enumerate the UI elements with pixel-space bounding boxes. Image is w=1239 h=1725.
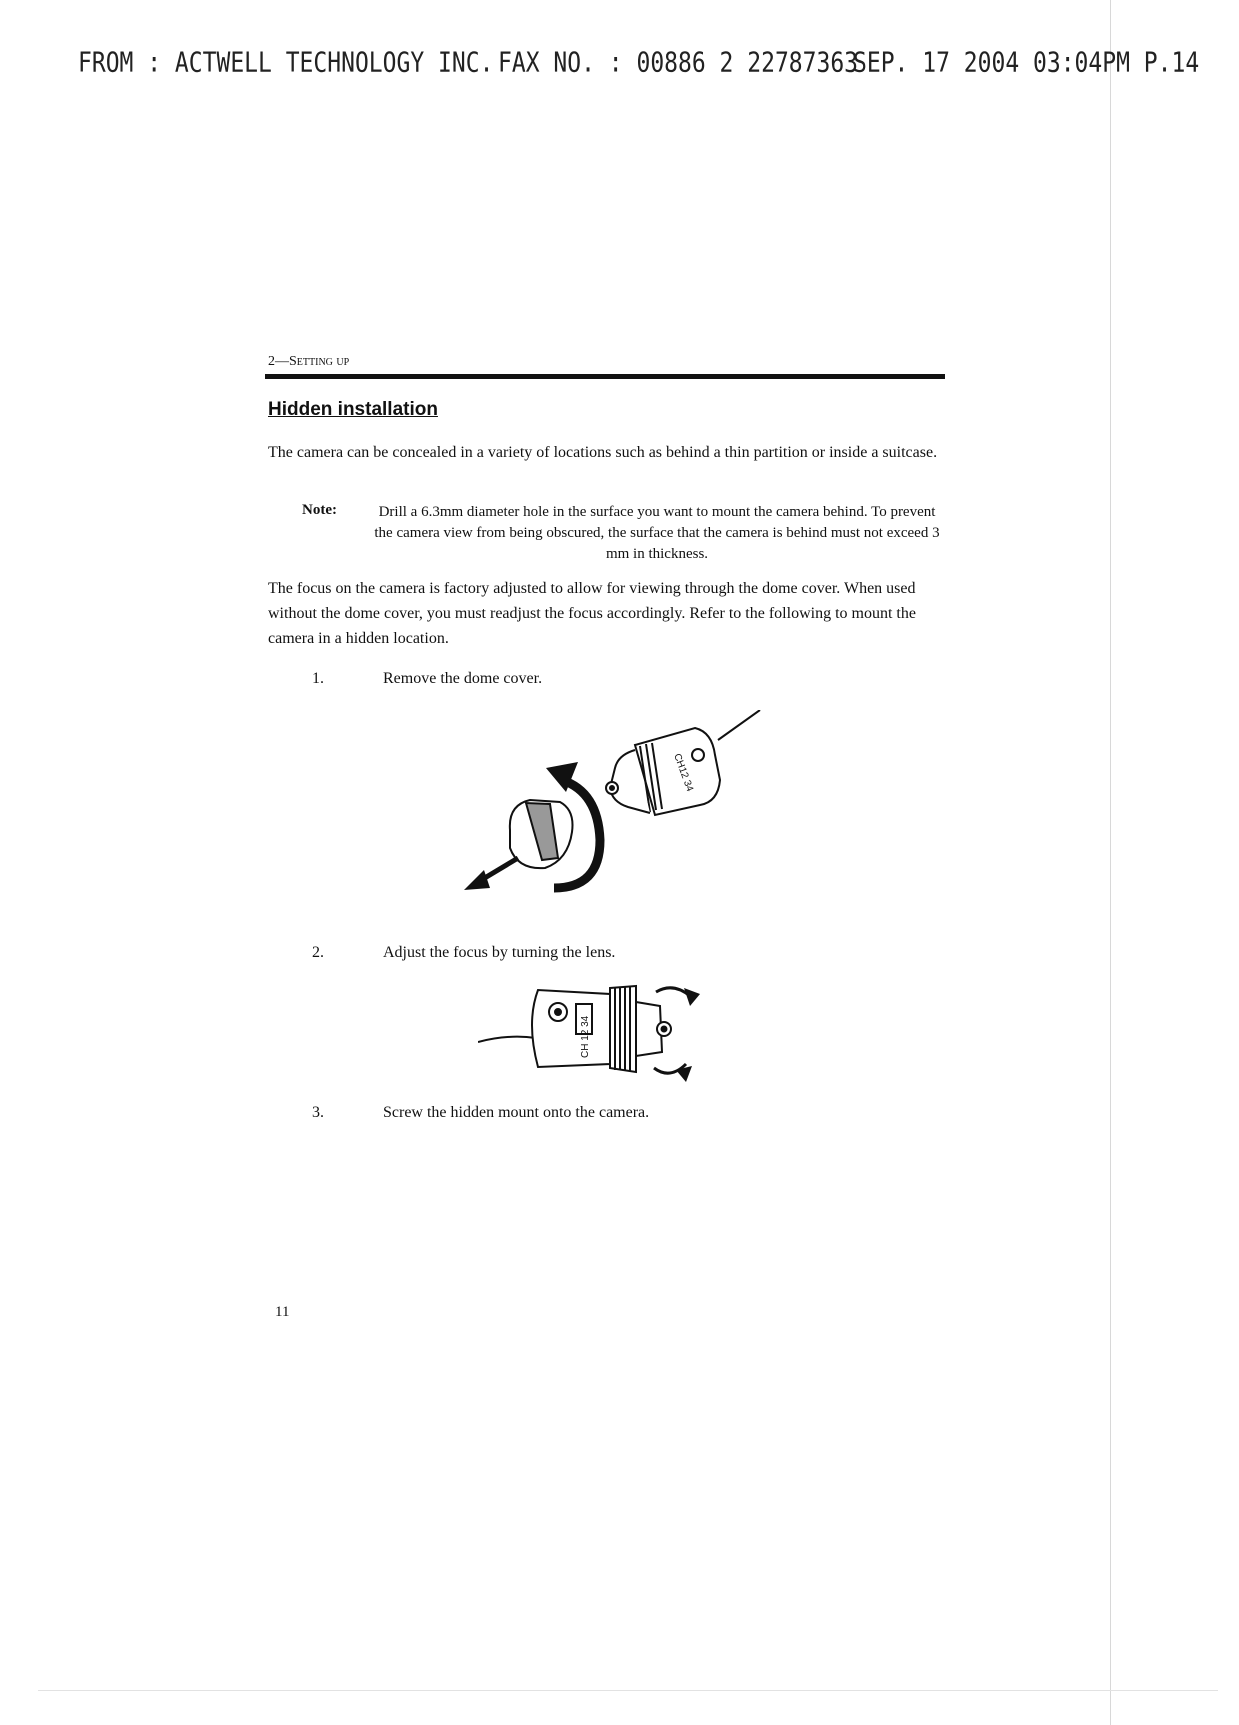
page-number: 11 [275,1304,290,1320]
step-2-text: Adjust the focus by turning the lens. [383,944,616,961]
section-title: Hidden installation [268,399,438,420]
step-1-text: Remove the dome cover. [383,670,543,687]
fax-date-page: SEP. 17 2004 03:04PM P.14 [853,48,1200,79]
note-text: Drill a 6.3mm diameter hole in the surface you want to mount the camera behind. To prevent the camera view from being obscured, the surface that the camera is behind must not exceed 3 mm in thickness. [374,504,940,562]
remove-dome-cover-illustration [450,710,770,920]
lens-arrowhead-top [684,988,700,1006]
intro-paragraph: The camera can be concealed in a variety of locations such as behind a thin partition or inside a suitcase. [268,444,938,461]
fax-header [78,48,1200,95]
page-right-edge [1110,0,1111,1725]
camera-label-text-2: CH 12 34 [580,1015,591,1058]
step-3-number: 3. [312,1104,324,1121]
step-3-text: Screw the hidden mount onto the camera. [383,1104,650,1121]
camera-side-drawing [478,986,671,1072]
camera-label-text: CH12 34 [671,752,696,794]
step-1-number: 1. [312,670,324,687]
pull-arrow [464,858,518,890]
fax-number: FAX NO. : 00886 2 22787363 [498,48,859,79]
fax-from: FROM : ACTWELL TECHNOLOGY INC. [78,48,494,79]
dome-cover-drawing [510,800,573,868]
note-label: Note: [302,502,337,518]
adjust-focus-illustration [478,972,748,1084]
section-label: 2—Setting up [268,354,350,369]
focus-paragraph: The focus on the camera is factory adjusted to allow for viewing through the dome cover. When used without the dome cover, you must readjust the focus accordingly. Refer to the following to mount the camera in a hidden location. [268,580,916,647]
section-divider [265,374,945,379]
step-2-number: 2. [312,944,324,961]
page-bottom-edge [38,1690,1218,1691]
camera-body-drawing [606,710,760,815]
